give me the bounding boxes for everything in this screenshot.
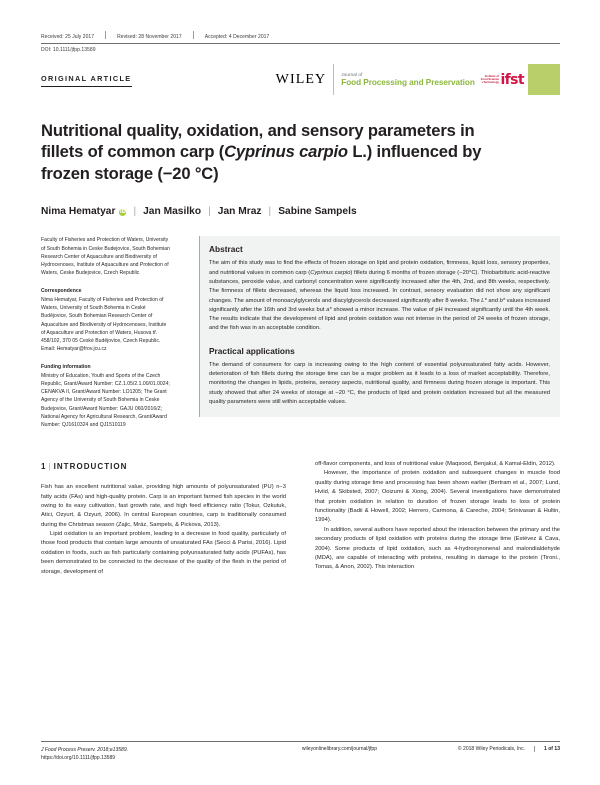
page-title (41, 120, 511, 184)
body-column-left (41, 460, 286, 577)
article-type-row (41, 64, 560, 104)
abstract-param-L: L* (481, 297, 487, 304)
correspondence-block (41, 287, 172, 353)
abstract-seg-4: values increased significantly after the 16th and 3rd weeks but (209, 297, 550, 313)
funding-block (41, 363, 172, 429)
abstract-species-1: Cyprinus carpio (310, 269, 351, 276)
section-title: INTRODUCTION (53, 462, 128, 472)
footer-doi-url[interactable]: https://doi.org/10.1111/jfpp.13589 (41, 754, 116, 761)
author-separator: | (268, 206, 272, 218)
title-part-2: L.) influenced by frozen storage (−20 °C) (41, 142, 482, 183)
correspondence-text: Nima Hematyar, Faculty of Fisheries and Protection of Waters, University of South Bohemia in Ceské Budějovice, South Bohemian Research Center of Aquaculture and Biodiversity of Hydrocenoses, Institute of Aquaculture and Protection of Waters, Husova tř. 458/102, 370 05 Ceské Budějovice, Czech Republic. (41, 296, 167, 344)
funding-heading: Funding information (41, 364, 91, 371)
footer-page-number: 1 of 13 (534, 746, 560, 752)
section-number: 1 (41, 462, 47, 472)
received-date: Received: 25 July 2017 (41, 34, 95, 40)
metadata-column (41, 236, 172, 439)
author-separator: | (208, 206, 211, 218)
abstract-seg-5: showed a minor increase. The value of pH increased significantly until the 4th week. The results indicate that the development of lipid and protein oxidation was not intense in the period of 24 weeks of frozen storage, and the fish was in an acceptable condition. (209, 306, 550, 332)
section-heading-introduction (41, 460, 286, 473)
abstract-param-a: a* (326, 306, 332, 313)
abstract-seg-2: ) fillets during 6 months of frozen storage (−20°C). Thiobarbituric acid-reactive substances, peroxide value, and carbonyl concentration were significantly increased after the 4th, 2nd, and 8th weeks, respectively. The firmness of fillets decreased, whereas the liquid loss increased. In contrast, sensory evaluation did not show any significant changes. The amount of monoacylglycerols and diacylglycerols decreased significantly after 8 weeks. The (209, 269, 550, 304)
body-paragraph: Fish has an excellent nutritional value, providing high amounts of polyunsaturated (PU) n−3 fatty acids (FAs) and high-quality protein. Carp is an important farmed fish species in the world owing to its easy cultivation, fast growth rate, and high feed efficiency ratio (Tokur, Ozkutuk, Atici, Ozyurt, & Ozyurt, 2006). In central European countries, carp is traditionally consumed during the Christmas season (Zajic, Mráz, Sampels, & Pickova, 2013). (41, 484, 286, 528)
revised-date: Revised: 28 November 2017 (117, 34, 182, 40)
abstract-column (199, 236, 560, 439)
abstract-heading: Abstract (209, 244, 243, 255)
metadata-abstract-columns (41, 236, 560, 439)
journal-title-logo (333, 64, 481, 95)
abstract-seg-3: and (486, 297, 500, 304)
wiley-logo: WILEY (275, 71, 327, 87)
ifst-line-3: +Technology (481, 80, 499, 85)
body-paragraph: Lipid oxidation is an important problem, leading to a decrease in food quality, particularly of those food products that contain large amounts of unsaturated FAs (Secci & Parisi, 2016). Lipid oxidation in foods, such as fish particularly containing polyunsaturated fatty acids (PUFAs), has been demonstrated to be connected to the decrease of the quality of the flesh in the period of storage, development of (41, 531, 286, 575)
section-separator: | (48, 462, 51, 472)
author-name[interactable]: Jan Mraz (217, 206, 262, 218)
history-divider (193, 31, 194, 39)
abstract-box (199, 236, 560, 417)
article-history (41, 0, 560, 44)
journal-prefix: Journal of (341, 72, 363, 77)
orcid-icon[interactable] (119, 209, 127, 217)
author-name[interactable]: Nima Hematyar (41, 206, 116, 218)
ifst-line-2: Food Science (480, 76, 499, 81)
body-column-right (315, 460, 560, 577)
journal-logo-group (276, 64, 560, 95)
doi-line[interactable]: DOI: 10.1111/jfpp.13589 (41, 47, 96, 53)
article-type-label: ORIGINAL ARTICLE (41, 74, 132, 87)
footer-journal-url[interactable]: wileyonlinelibrary.com/journal/jfpp (301, 745, 377, 752)
title-species: Cyprinus carpio (224, 142, 348, 162)
abstract-text (209, 259, 550, 333)
author-name[interactable]: Jan Masilko (143, 206, 202, 218)
footer-citation-block (41, 746, 221, 762)
correspondence-heading: Correspondence (41, 288, 82, 295)
history-divider (105, 31, 106, 39)
footer-copyright: © 2018 Wiley Periodicals, Inc. (457, 745, 526, 752)
funding-text: Ministry of Education, Youth and Sports of the Czech Republic, Grant/Award Number: CZ.1.05/2.1.00/01.0024; CENAKVA II, Grant/Award Number: LO1205; The Grant Agency of the University of South Bohemia in Ceske Budejovice, Grant/Award Number: GAJU 060/2016/Z; National Agency for Agricultural Research, Grant/Award Number: QJ1610324 and QJ1510119 (41, 372, 170, 428)
body-paragraph: However, the importance of protein oxidation and subsequent changes in muscle food quality during storage time and processing has been shown earlier (Bertram et al., 2007; Lund, Hviid, & Skibsted, 2007; Ooizumi & Xiong, 2004). Several investigations have demonstrated that protein oxidation in relation to duration of frozen storage leads to loss of protein functionality (Badii & Howell, 2002; Herrero, Carmona, & Careche, 2004; Srinivasan & Hultin, 1994). (315, 470, 560, 524)
accepted-date: Accepted: 4 December 2017 (204, 34, 270, 40)
abstract-param-b: b* (499, 297, 506, 304)
page-content (41, 0, 560, 785)
correspondence-email[interactable]: Email: Hematyar@frov.jcu.cz (41, 346, 107, 353)
ifst-line-1: Institute of (484, 73, 499, 78)
title-part-1: Nutritional quality, oxidation, and sensory parameters in fillets of common carp ( (41, 121, 475, 162)
footer-right-block (458, 746, 560, 752)
author-separator: | (133, 206, 137, 218)
page-footer (41, 741, 560, 762)
affiliation-block (41, 236, 172, 277)
body-paragraph: In addition, several authors have reported about the interaction between the primary and the secondary products of lipid oxidation with proteins during the storage time (Estévez & Cava, 2004). Some products of lipid oxidation, such as 4-hydroxynonenal and malondialdehyde (MDA), are capable of interacting with proteins, resulting in damage to the protein (Tironi., Tomas, & Anon, 2002). This interaction (315, 526, 560, 571)
logo-accent-bar (528, 64, 560, 95)
abstract-seg-1: The aim of this study was to find the effects of frozen storage on lipid and protein oxidation, firmness, liquid loss, sensory properties, and nutritional values in common carp ( (209, 260, 550, 276)
author-name[interactable]: Sabine Sampels (278, 206, 357, 218)
journal-name: Food Processing and Preservation (341, 78, 475, 87)
ifst-wordmark (481, 75, 499, 85)
ifst-logo (481, 64, 528, 95)
body-paragraph: off-flavor components, and loss of nutritional value (Maqsood, Benjakul, & Kamal-Eldin, 2012). (315, 461, 556, 468)
body-columns (41, 460, 560, 577)
footer-citation: J Food Process Preserv. 2018;e13589. (41, 746, 129, 753)
author-list (41, 206, 560, 217)
ifst-mark: ifst (500, 71, 524, 88)
practical-applications-text: The demand of consumers for carp is increasing owing to the high content of essential polyunsaturated fatty acids. However, deterioration of fish fillets during the storage time can be a major problem as it leads to a loss of market acceptability. Therefore, monitoring the changes in lipids, proteins, sensory aspects, nutritional quality, and firmness during frozen storage is important. This study showed that after 24 weeks of storage at −20 °C, the products of lipid and protein oxidation increased but all the measured quality parameters were still within acceptable values. (209, 361, 550, 405)
affiliation-text: Faculty of Fisheries and Protection of Waters, University of South Bohemia in Ceske Budejovice, South Bohemian Research Center of Aquaculture and Biodiversity of Hydrocenoses, Institute of Aquaculture and Protection of Waters, Ceske Budejovice, Czech Republic (41, 237, 170, 277)
practical-applications-heading: Practical applications (209, 345, 295, 356)
